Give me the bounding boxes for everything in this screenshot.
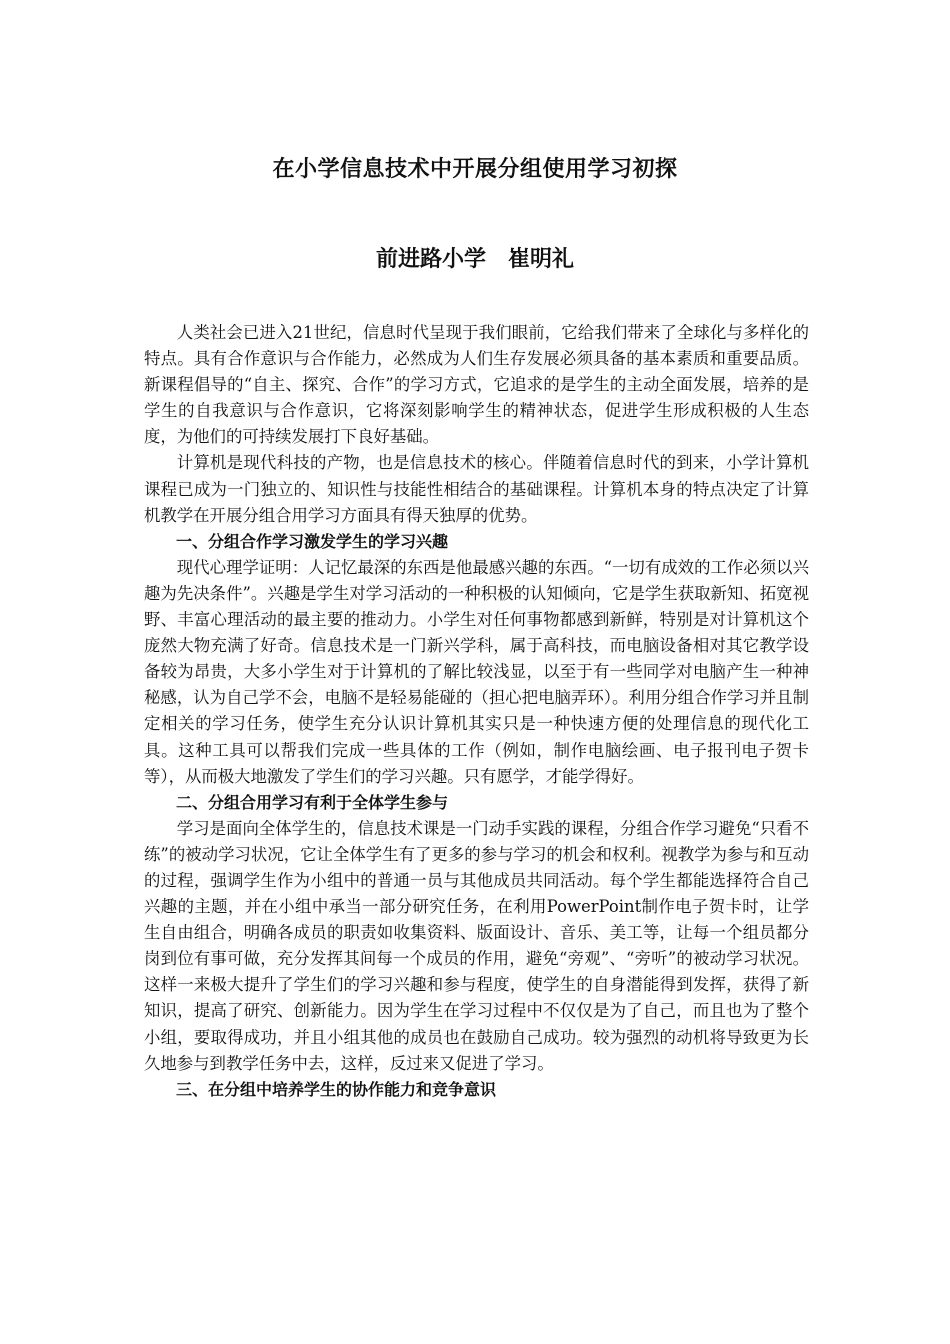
author-line <box>0 244 950 276</box>
document-body <box>144 320 809 1103</box>
intro-paragraph-1: 人类社会已进入21世纪，信息时代呈现于我们眼前，它给我们带来了全球化与多样化的特点。具有合作意识与合作能力，必然成为人们生存发展必须具备的基本素质和重要品质。新课程倡导的“自主、探究、合作”的学习方式，它追求的是学生的主动全面发展，培养的是学生的自我意识与合作意识，它将深刻影响学生的精神状态，促进学生形成积极的人生态度，为他们的可持续发展打下良好基础。 <box>144 323 809 447</box>
section-heading-2: 二、分组合用学习有利于全体学生参与 <box>176 792 449 812</box>
section-heading-1: 一、分组合作学习激发学生的学习兴趣 <box>176 531 449 551</box>
author-name: 崔明礼 <box>508 247 575 272</box>
intro-paragraph-2: 计算机是现代科技的产物，也是信息技术的核心。伴随着信息时代的到来，小学计算机课程已成为一门独立的、知识性与技能性相结合的基础课程。计算机本身的特点决定了计算机教学在开展分组合用学习方面具有得天独厚的优势。 <box>144 453 809 525</box>
section-heading-3: 三、在分组中培养学生的协作能力和竞争意识 <box>176 1079 497 1099</box>
section-paragraph-1: 现代心理学证明：人记忆最深的东西是他最感兴趣的东西。“一切有成效的工作必须以兴趣为先决条件”。兴趣是学生对学习活动的一种积极的认知倾向，它是学生获取新知、拓宽视野、丰富心理活动的最主要的推动力。小学生对任何事物都感到新鲜，特别是对计算机这个庞然大物充满了好奇。信息技术是一门新兴学科，属于高科技，而电脑设备相对其它教学设备较为昂贵，大多小学生对于计算机的了解比较浅显，以至于有一些同学对电脑产生一种神秘感，认为自己学不会，电脑不是轻易能碰的（担心把电脑弄环）。利用分组合作学习并且制定相关的学习任务，使学生充分认识计算机其实只是一种快速方便的处理信息的现代化工具。这种工具可以帮我们完成一些具体的工作（例如，制作电脑绘画、电子报刊电子贺卡等），从而极大地激发了学生们的学习兴趣。只有愿学，才能学得好。 <box>144 557 809 786</box>
section-paragraph-2: 学习是面向全体学生的，信息技术课是一门动手实践的课程，分组合作学习避免“只看不练”的被动学习状况，它让全体学生有了更多的参与学习的机会和权利。视教学为参与和互动的过程，强调学生作为小组中的普通一员与其他成员共同活动。每个学生都能选择符合自己兴趣的主题，并在小组中承当一部分研究任务，在利用PowerPoint制作电子贺卡时，让学生自由组合，明确各成员的职责如收集资料、版面设计、音乐、美工等，让每一个组员都分岗到位有事可做，充分发挥其间每一个成员的作用，避免“旁观”、“旁听”的被动学习状况。这样一来极大提升了学生们的学习兴趣和参与程度，使学生的自身潜能得到发挥，获得了新知识，提高了研究、创新能力。因为学生在学习过程中不仅仅是为了自己，而且也为了整个小组，要取得成功，并且小组其他的成员也在鼓励自己成功。较为强烈的动机将导致更为长久地参与到教学任务中去，这样，反过来又促进了学习。 <box>144 818 809 1073</box>
document-title: 在小学信息技术中开展分组使用学习初探 <box>272 157 678 182</box>
author-school: 前进路小学 <box>375 247 486 272</box>
